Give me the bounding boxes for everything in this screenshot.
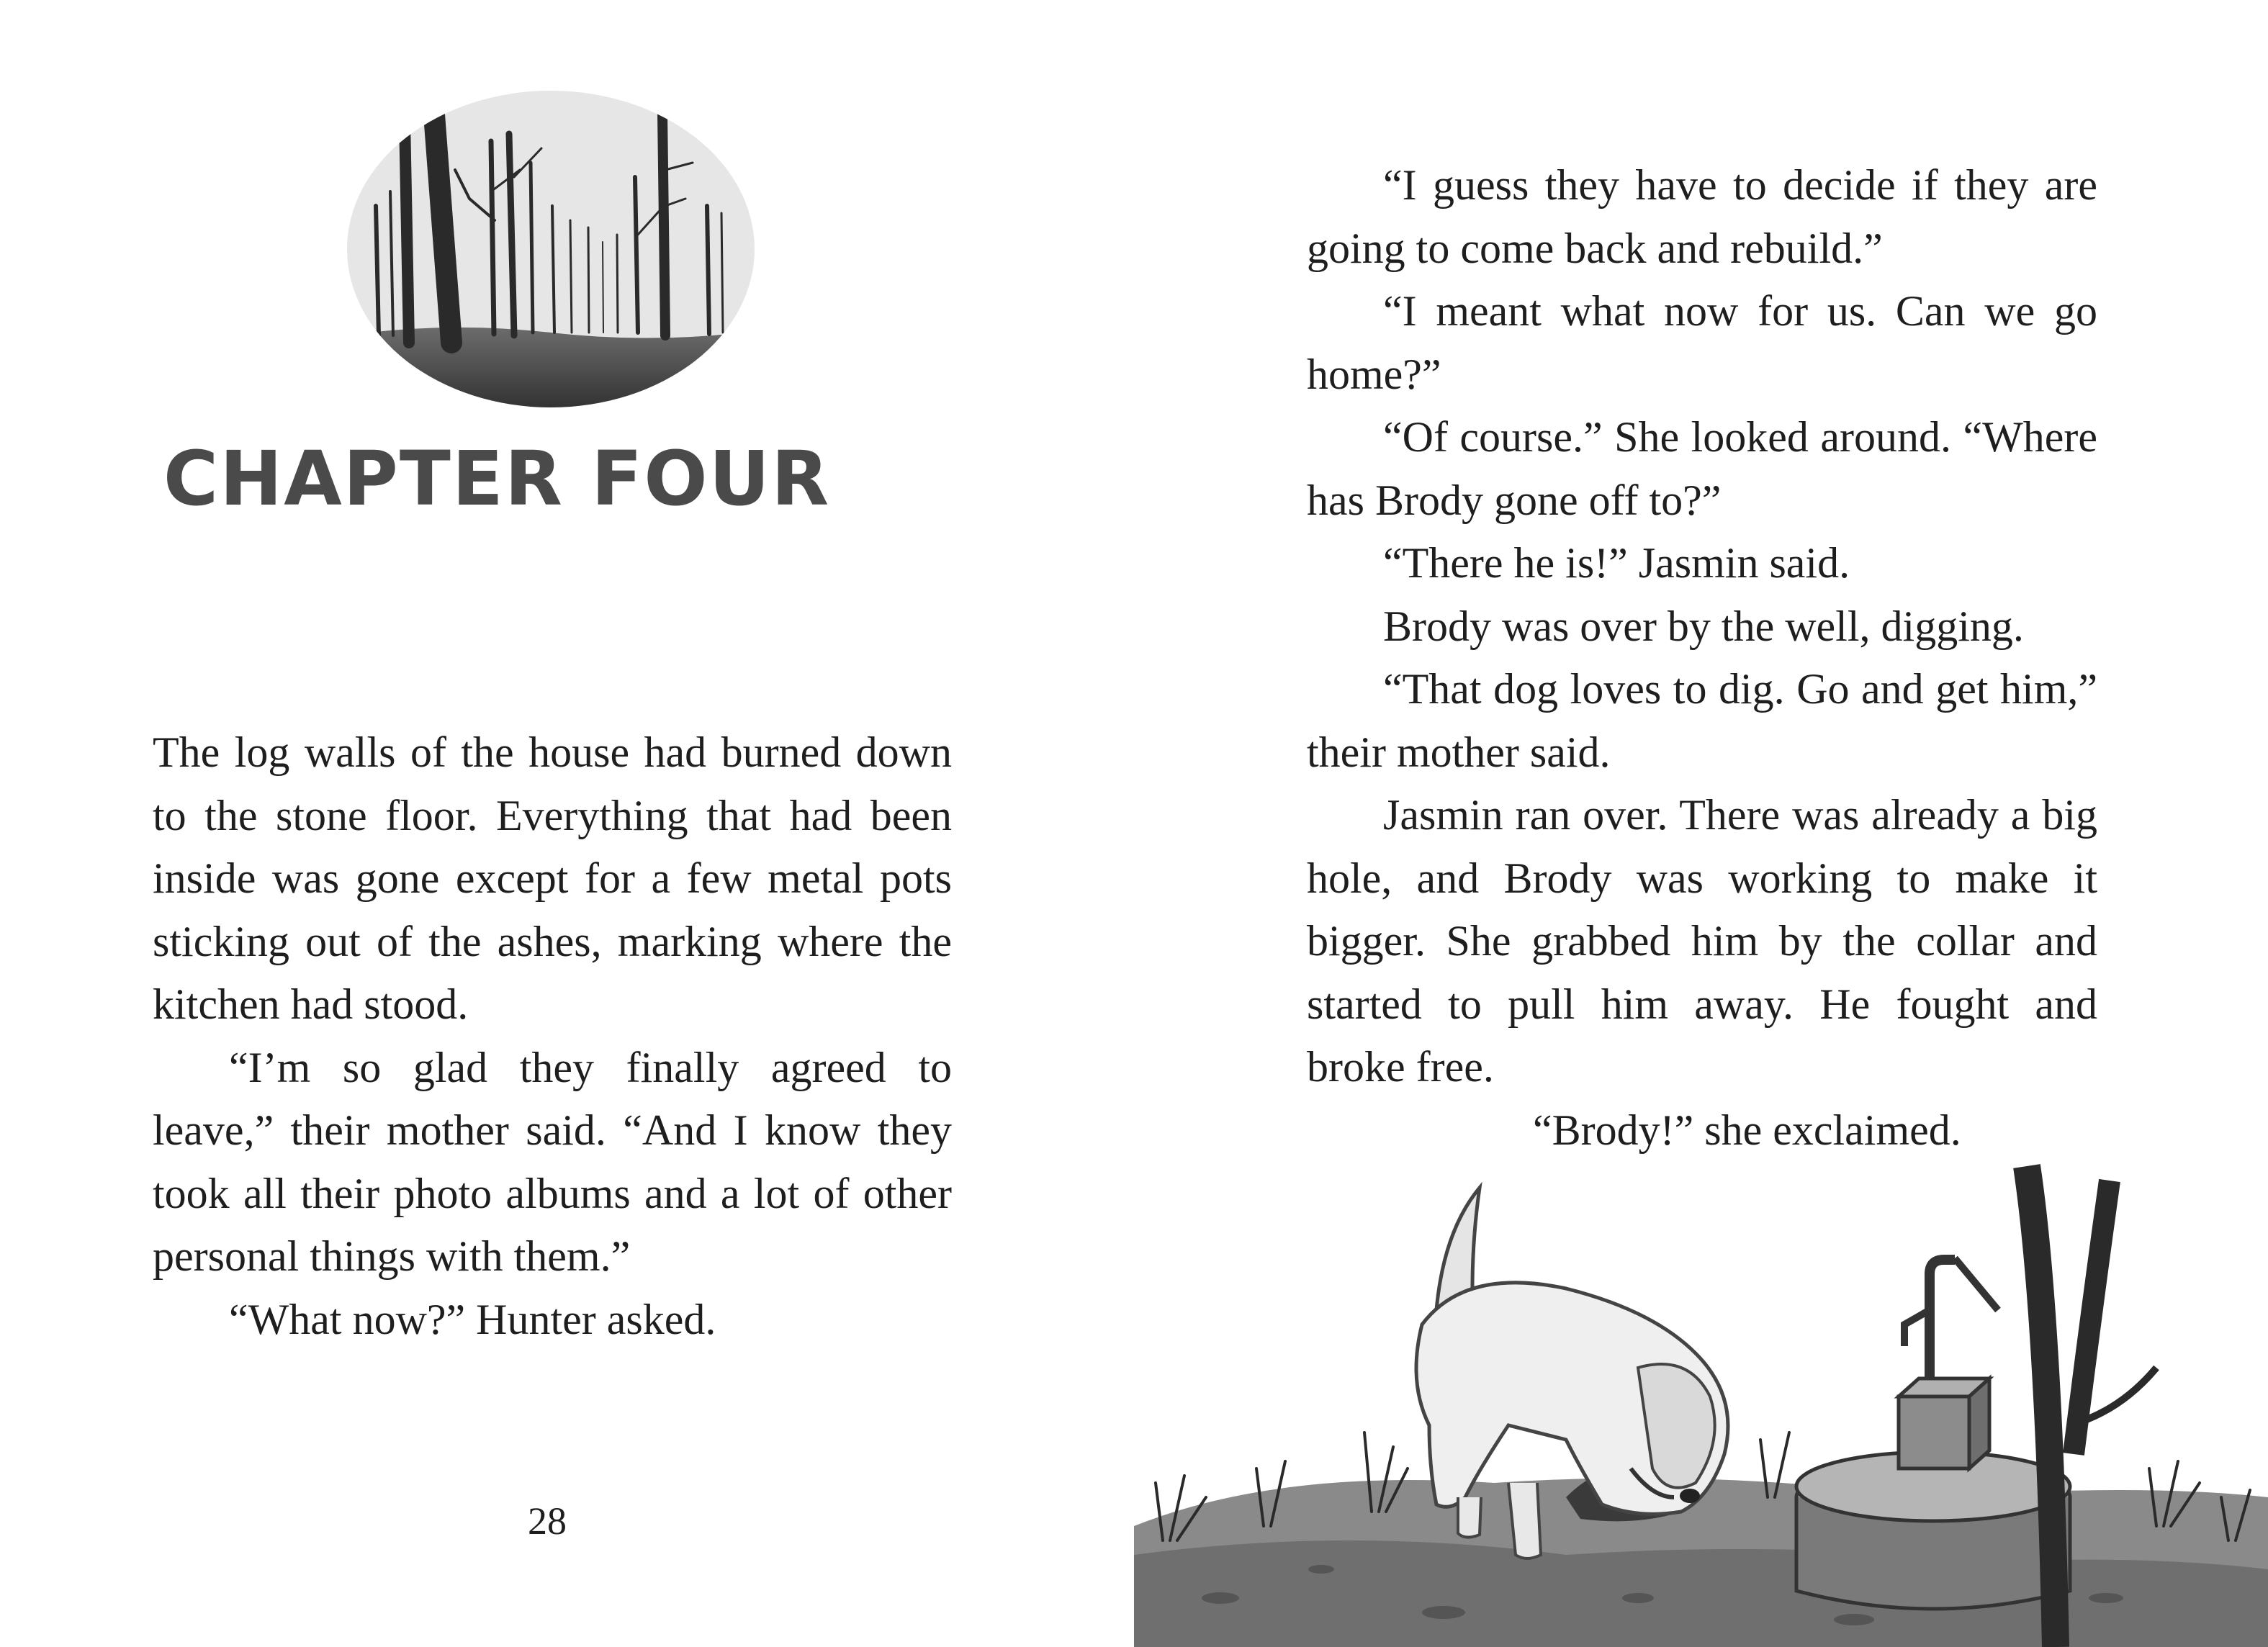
right-body-text — [1307, 154, 2097, 1162]
paragraph: “I meant what now for us. Can we go home?” — [1307, 287, 2097, 398]
paragraph: Brody was over by the well, digging. — [1383, 602, 2024, 650]
paragraph: “There he is!” Jasmin said. — [1383, 539, 1850, 587]
paragraph: “I guess they have to decide if they are going to come back and rebuild.” — [1307, 161, 2097, 272]
paragraph: “Of course.” She looked around. “Where has Brody gone off to?” — [1307, 413, 2097, 524]
dog-digging-by-well-icon — [1134, 1094, 2268, 1647]
right-page — [1134, 0, 2268, 1647]
paragraph: Jasmin ran over. There was already a big hole, and Brody was working to make it bigger. She grabbed him by the collar and started to pull him away. He fought and broke free. — [1307, 791, 2097, 1091]
left-body-text — [153, 721, 952, 1351]
paragraph: The log walls of the house had burned down to the stone floor. Everything that had been inside was gone except for a few metal pots sticking out of the ashes, marking where the kitchen had stood. — [153, 728, 952, 1028]
paragraph: “I’m so glad they finally agreed to leave,” their mother said. “And I know they took all their photo albums and a lot of other personal things with them.” — [153, 1043, 952, 1280]
burned-forest-icon — [347, 91, 755, 407]
paragraph: “Brody!” she exclaimed. — [1533, 1106, 1961, 1154]
chapter-title: CHAPTER FOUR — [163, 435, 831, 523]
paragraph: “That dog loves to dig. Go and get him,” their mother said. — [1307, 665, 2097, 776]
page-number: 28 — [528, 1499, 567, 1543]
paragraph: “What now?” Hunter asked. — [229, 1295, 716, 1343]
